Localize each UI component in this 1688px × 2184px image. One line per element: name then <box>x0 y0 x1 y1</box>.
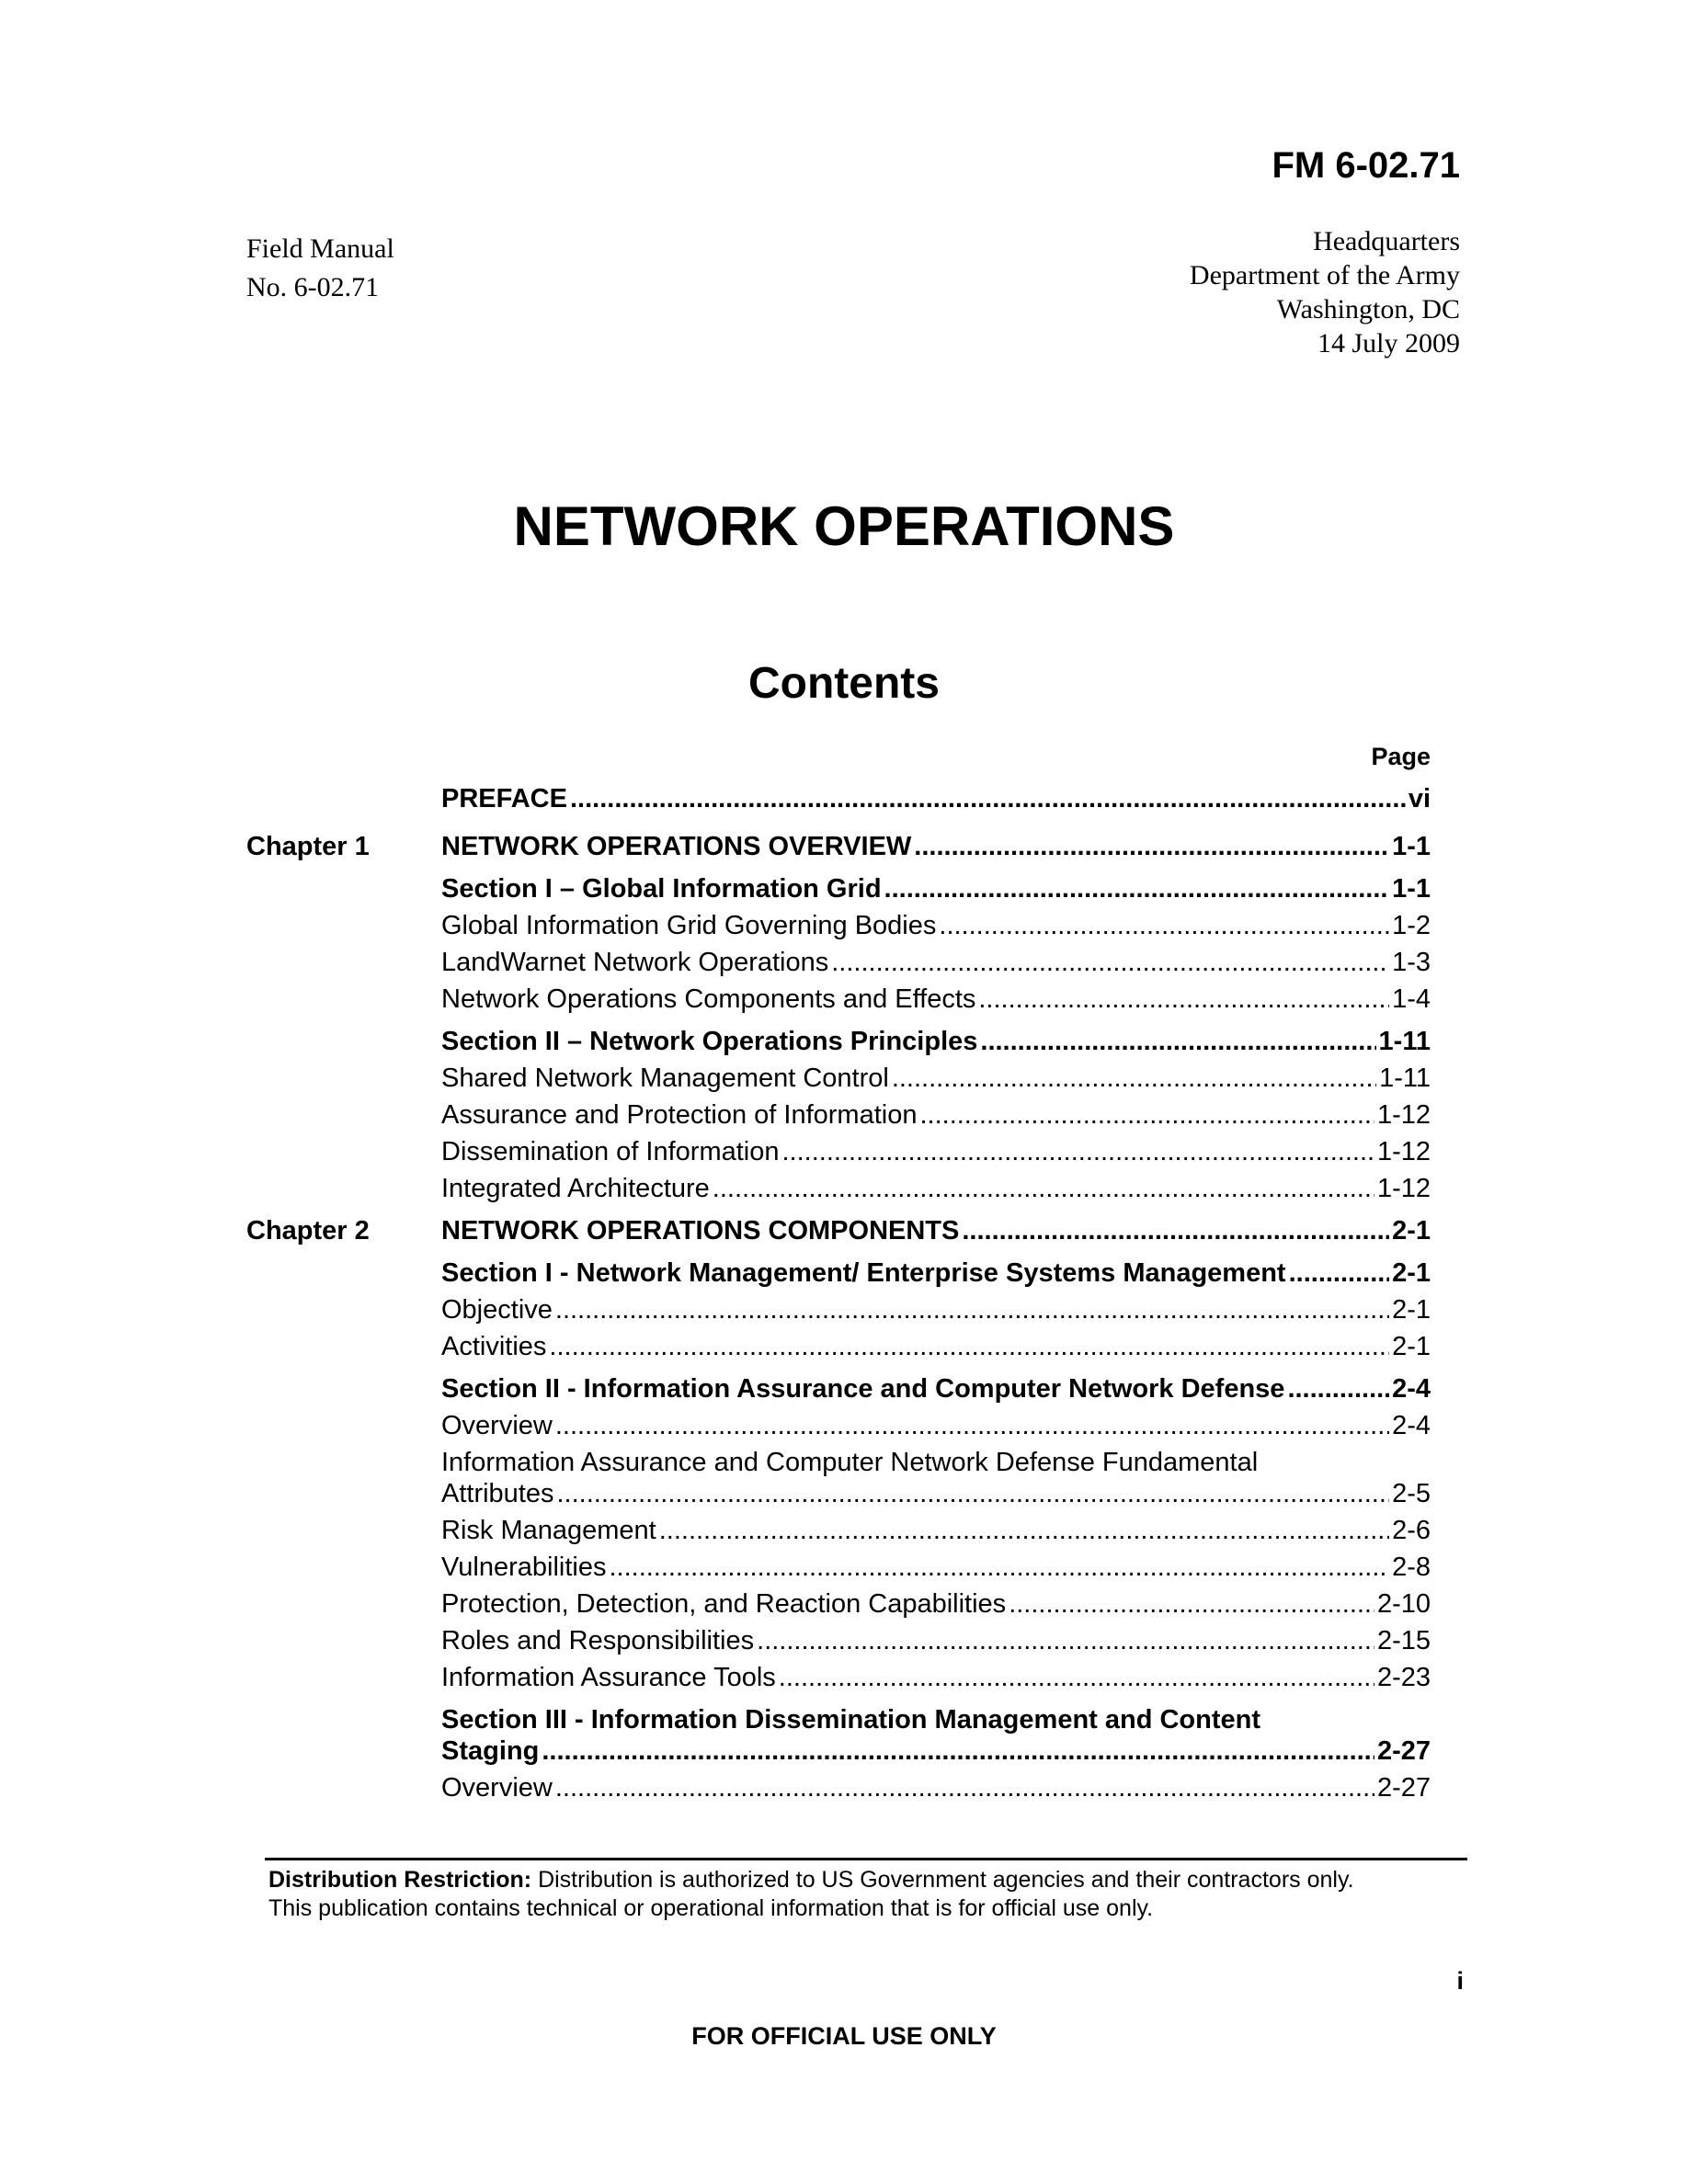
toc-entry[interactable] <box>441 984 1431 1015</box>
dot-leader <box>555 1294 1389 1325</box>
toc-entry[interactable] <box>441 1588 1431 1620</box>
toc-entry-title: Global Information Grid Governing Bodies <box>441 911 937 940</box>
toc-entry-title: Dissemination of Information <box>441 1137 780 1166</box>
field-manual-label: Field Manual <box>246 233 394 264</box>
toc-entry[interactable] <box>441 1331 1431 1362</box>
toc-entry[interactable] <box>441 1063 1431 1094</box>
dot-leader <box>1009 1588 1374 1620</box>
toc-entry[interactable] <box>441 1662 1431 1693</box>
toc-entry[interactable] <box>441 1136 1431 1167</box>
distribution-restriction <box>268 1866 1464 1923</box>
toc-entry-page: 1-1 <box>1392 832 1431 861</box>
toc-entry-page: 2-23 <box>1376 1663 1431 1692</box>
toc-entry-page: 2-27 <box>1376 1773 1431 1803</box>
toc-entry-page: 2-27 <box>1376 1736 1431 1766</box>
toc-entry-page: 2-10 <box>1376 1589 1431 1619</box>
dot-leader <box>919 1099 1374 1131</box>
dot-leader <box>757 1625 1374 1656</box>
toc-entry-page: 2-8 <box>1392 1553 1431 1582</box>
dot-leader <box>962 1215 1389 1246</box>
dot-leader <box>939 910 1389 941</box>
dot-leader <box>1287 1373 1389 1405</box>
toc-entry[interactable] <box>441 910 1431 941</box>
toc-entry-title: Vulnerabilities <box>441 1553 607 1582</box>
toc-entry-title: Overview <box>441 1411 553 1440</box>
hq-date: 14 July 2009 <box>1317 328 1460 358</box>
toc-entry-title: Information Assurance Tools <box>441 1663 776 1692</box>
toc-entry[interactable] <box>441 1410 1431 1441</box>
toc-entry[interactable] <box>441 1257 1431 1289</box>
toc-entry-title-line1: Information Assurance and Computer Network Defense Fundamental <box>441 1448 1259 1477</box>
toc-entry-title: Section I – Global Information Grid <box>441 874 882 904</box>
dot-leader <box>831 947 1389 978</box>
toc-entry-page: 2-4 <box>1392 1374 1431 1404</box>
dot-leader <box>978 984 1389 1015</box>
dot-leader <box>609 1552 1389 1583</box>
toc-entry-page: 2-1 <box>1392 1332 1431 1361</box>
toc-entry-title: Overview <box>441 1773 553 1803</box>
toc-entry[interactable] <box>441 1447 1431 1509</box>
hq-location: Washington, DC <box>1276 294 1460 324</box>
toc-entry-title: Network Operations Components and Effects <box>441 984 976 1014</box>
footer-marking: FOR OFFICIAL USE ONLY <box>691 2022 997 2050</box>
toc-entry-title: Staging <box>441 1736 540 1766</box>
hq-department: Department of the Army <box>1189 260 1460 290</box>
toc-entry[interactable] <box>441 783 1431 814</box>
distribution-label: Distribution Restriction: <box>268 1867 532 1893</box>
dot-leader <box>542 1735 1374 1767</box>
toc-entry-title: Assurance and Protection of Information <box>441 1100 918 1130</box>
toc-entry[interactable] <box>441 1294 1431 1325</box>
toc-entry-page: 2-6 <box>1392 1516 1431 1545</box>
toc-entry-page: vi <box>1408 784 1431 813</box>
distribution-text-line2: This publication contains technical or operational information that is for official use only. <box>268 1895 1154 1921</box>
toc-entry-title: Section I - Network Management/ Enterprise Systems Management <box>441 1258 1286 1288</box>
toc-entry-title: Activities <box>441 1332 547 1361</box>
toc-entry-title: Attributes <box>441 1479 554 1508</box>
toc-entry[interactable] <box>441 1704 1431 1767</box>
dot-leader <box>659 1515 1389 1546</box>
toc-entry[interactable] <box>441 1173 1431 1204</box>
dot-leader <box>782 1136 1374 1167</box>
toc-entry[interactable] <box>441 1099 1431 1131</box>
toc-entry-page: 1-1 <box>1392 874 1431 904</box>
toc-entry[interactable] <box>441 1515 1431 1546</box>
toc-entry-title: NETWORK OPERATIONS COMPONENTS <box>441 1216 960 1246</box>
dot-leader <box>555 1772 1374 1803</box>
toc-entry-title: Section II – Network Operations Principles <box>441 1027 978 1056</box>
toc-entry-page: 1-12 <box>1376 1100 1431 1130</box>
toc-entry[interactable] <box>441 1625 1431 1656</box>
toc-entry[interactable] <box>441 1552 1431 1583</box>
toc-entry-page: 2-1 <box>1392 1295 1431 1325</box>
toc-entry-title-line1: Section III - Information Dissemination Management and Content <box>441 1705 1261 1735</box>
toc-entry-title: Integrated Architecture <box>441 1174 710 1203</box>
toc-entry-title: Objective <box>441 1295 553 1325</box>
toc-entry-page: 1-11 <box>1378 1027 1431 1056</box>
toc-entry-page: 1-12 <box>1376 1137 1431 1166</box>
toc-entry[interactable] <box>441 1373 1431 1405</box>
dot-leader <box>914 831 1389 862</box>
dot-leader <box>1289 1257 1389 1289</box>
toc-entry-page: 2-15 <box>1376 1626 1431 1655</box>
toc-entry-title: NETWORK OPERATIONS OVERVIEW <box>441 832 912 861</box>
distribution-text: Distribution is authorized to US Government agencies and their contractors only. <box>538 1867 1354 1893</box>
toc-entry-page: 2-1 <box>1392 1216 1431 1246</box>
hq-line: Headquarters <box>1313 226 1460 256</box>
page-title: NETWORK OPERATIONS <box>513 495 1175 557</box>
dot-leader <box>570 783 1406 814</box>
dot-leader <box>549 1331 1389 1362</box>
toc-entry[interactable] <box>441 947 1431 978</box>
dot-leader <box>557 1478 1390 1509</box>
contents-heading: Contents <box>748 659 940 708</box>
toc-entry-page: 1-3 <box>1392 948 1431 977</box>
toc-entry-page: 2-4 <box>1392 1411 1431 1440</box>
page-column-label: Page <box>1371 743 1431 770</box>
page-number: i <box>1456 1967 1464 1995</box>
toc-entry-page: 2-1 <box>1392 1258 1431 1288</box>
toc-entry-title: Shared Network Management Control <box>441 1064 889 1093</box>
toc-entry-page: 1-4 <box>1392 984 1431 1014</box>
chapter-label: Chapter 1 <box>246 832 370 861</box>
toc-entry-page: 1-12 <box>1376 1174 1431 1203</box>
toc-entry[interactable] <box>441 1772 1431 1803</box>
toc-entry[interactable] <box>441 1215 1431 1246</box>
toc-entry-page: 1-11 <box>1379 1064 1431 1093</box>
toc-entry-title: Roles and Responsibilities <box>441 1626 755 1655</box>
dot-leader <box>892 1063 1376 1094</box>
toc-entry[interactable] <box>441 831 1431 862</box>
dot-leader <box>713 1173 1374 1204</box>
dot-leader <box>884 873 1390 904</box>
chapter-label: Chapter 2 <box>246 1216 370 1246</box>
toc-entry-page: 2-5 <box>1392 1479 1431 1508</box>
dot-leader <box>980 1026 1375 1057</box>
field-manual-number: No. 6-02.71 <box>246 272 380 302</box>
toc-entry[interactable] <box>441 873 1431 904</box>
toc-entry-title: Protection, Detection, and Reaction Capabilities <box>441 1589 1007 1619</box>
toc-entry-title: Section II - Information Assurance and Computer Network Defense <box>441 1374 1285 1404</box>
distribution-divider <box>265 1858 1467 1860</box>
toc-entry-title: Risk Management <box>441 1516 656 1545</box>
toc-entry[interactable] <box>441 1026 1431 1057</box>
toc-entry-title: PREFACE <box>441 784 567 813</box>
dot-leader <box>555 1410 1389 1441</box>
toc-entry-title: LandWarnet Network Operations <box>441 948 829 977</box>
document-number: FM 6-02.71 <box>1272 145 1460 186</box>
dot-leader <box>779 1662 1374 1693</box>
toc-entry-page: 1-2 <box>1392 911 1431 940</box>
